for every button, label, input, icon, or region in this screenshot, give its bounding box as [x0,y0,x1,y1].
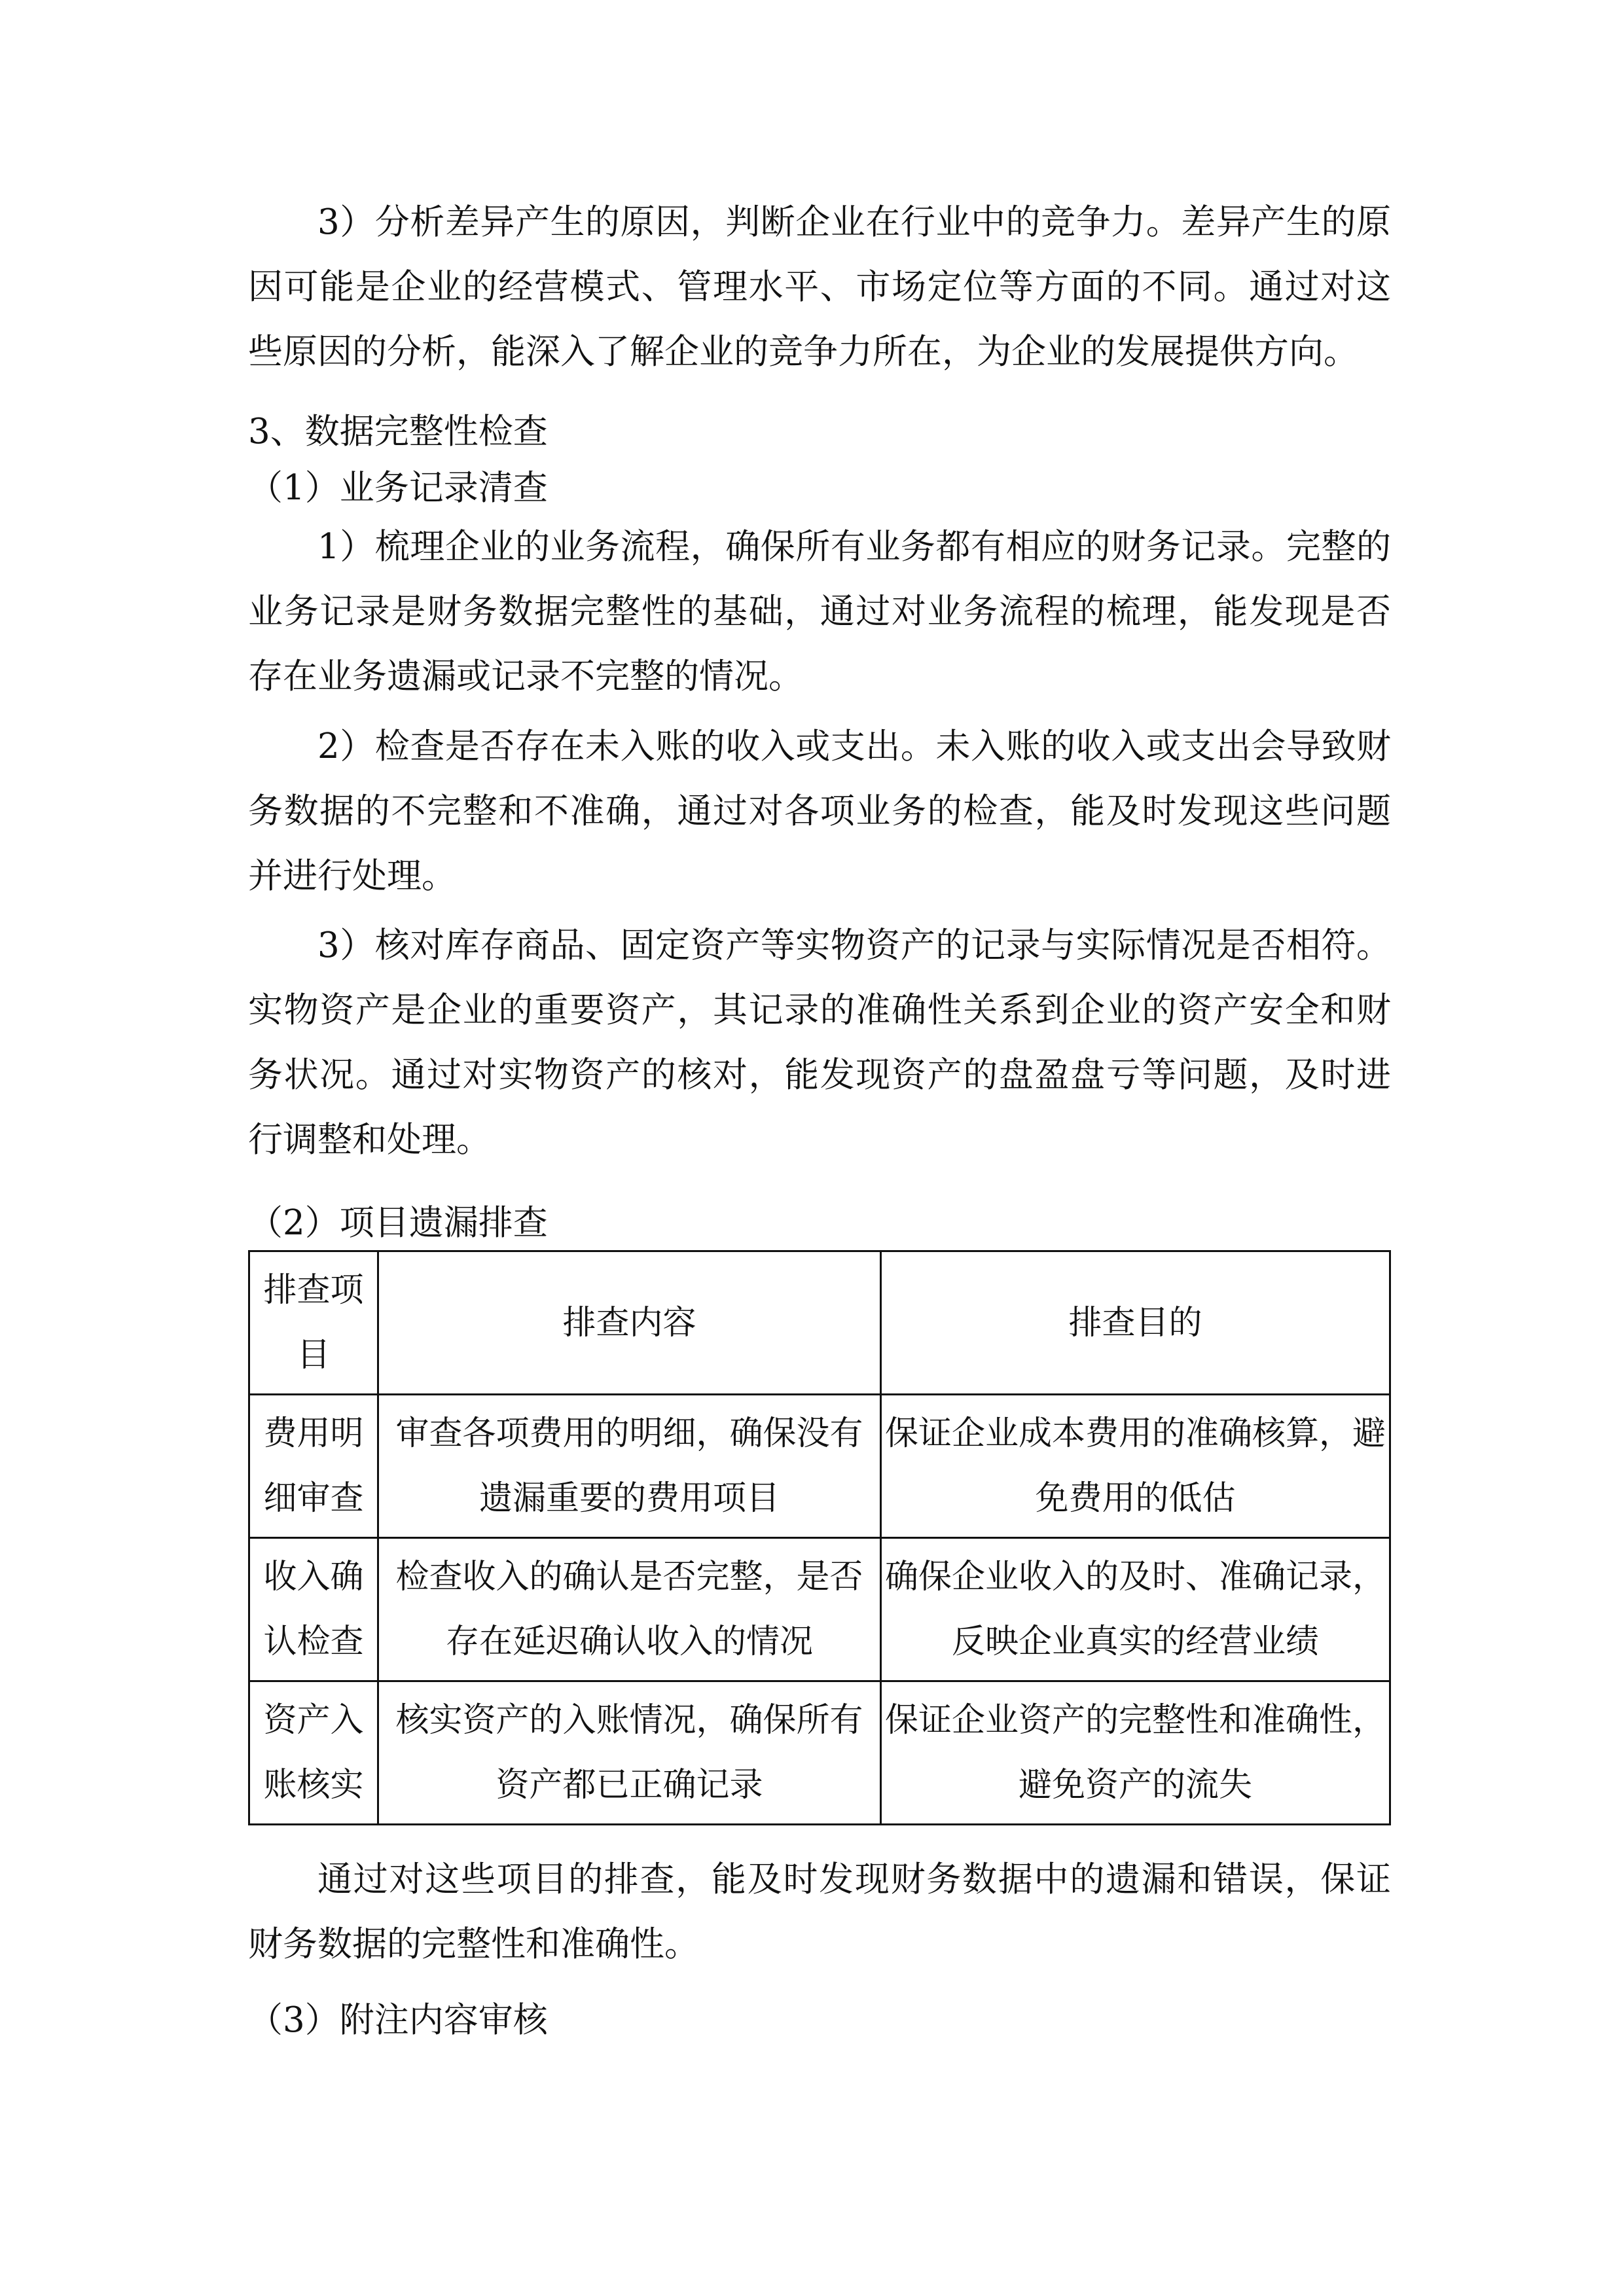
paragraph-business-flow: 1）梳理企业的业务流程，确保所有业务都有相应的财务记录。完整的业务记录是财务数据完整性的基础，通过对业务流程的梳理，能发现是否存在业务遗漏或记录不完整的情况。 [248,527,1391,696]
header-cell: 排查目的 [881,1251,1390,1395]
header-cell: 排查内容 [378,1251,881,1395]
table-cell: 检查收入的确认是否完整，是否存在延迟确认收入的情况 [378,1538,881,1681]
table-cell: 保证企业成本费用的准确核算，避免费用的低估 [881,1395,1390,1538]
table-cell: 审查各项费用的明细，确保没有遗漏重要的费用项目 [378,1395,881,1538]
table-cell: 费用明细审查 [249,1395,378,1538]
table-row [249,1681,1390,1825]
table-cell: 保证企业资产的完整性和准确性，避免资产的流失 [881,1681,1390,1825]
omission-check-table [248,1250,1391,1825]
table-header-row [249,1251,1390,1395]
table-cell: 收入确认检查 [249,1538,378,1681]
paragraph-difference-causes: 3）分析差异产生的原因，判断企业在行业中的竞争力。差异产生的原因可能是企业的经营模式、管理水平、市场定位等方面的不同。通过对这些原因的分析，能深入了解企业的竞争力所在，为企业的发展提供方向。 [248,202,1391,372]
table-row [249,1538,1390,1681]
table-cell: 资产入账核实 [249,1681,378,1825]
subheading-notes-review: （3）附注内容审核 [248,2000,548,2040]
table-cell: 核实资产的入账情况，确保所有资产都已正确记录 [378,1681,881,1825]
header-cell: 排查项目 [249,1251,378,1395]
section-heading-data-completeness: 3、数据完整性检查 [248,412,548,452]
table-cell: 确保企业收入的及时、准确记录，反映企业真实的经营业绩 [881,1538,1390,1681]
paragraph-unrecorded: 2）检查是否存在未入账的收入或支出。未入账的收入或支出会导致财务数据的不完整和不准确，通过对各项业务的检查，能及时发现这些问题并进行处理。 [248,726,1391,896]
paragraph-table-summary: 通过对这些项目的排查，能及时发现财务数据中的遗漏和错误，保证财务数据的完整性和准确性。 [248,1859,1391,1964]
subheading-omission-check: （2）项目遗漏排查 [248,1203,548,1243]
table-row [249,1395,1390,1538]
paragraph-physical-assets: 3）核对库存商品、固定资产等实物资产的记录与实际情况是否相符。实物资产是企业的重要资产，其记录的准确性关系到企业的资产安全和财务状况。通过对实物资产的核对，能发现资产的盘盈盘亏等问题，及时进行调整和处理。 [248,925,1391,1160]
subheading-business-records: （1）业务记录清查 [248,468,548,508]
